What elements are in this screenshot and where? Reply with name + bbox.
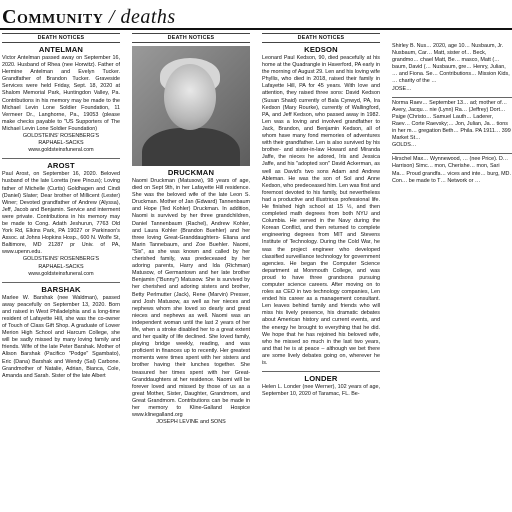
header-rule (0, 28, 512, 30)
section-title (2, 6, 176, 29)
notice-text-raevsky: Norma Raev… September 13… ad; mother of… Avery, Jacqu… nie (Lynn) Ra… (Jeffrey) Dort… Paige (Christo… Samuel Lauth… Laderer, Raev… Corte Raevsky;… Jon, Julian, Ja… tions in her m… gregation Beth… Phila. PA 1911… 399 Market St… (392, 99, 511, 142)
notice-body: Naomi Druckman (Matusow), 98 years of age, died on Sept 9th, in her Lafayette Hill residence. She was the beloved wife of the late Leon S. Druckman. Mother of Jan (Edward) Tannenbaum and Hope (Ted Kohler) Druckman. In addition, Naomi is survived by her three grandchildren, Daniel Tannenbaum (Rachel), Andrew Kohler, and Laura Kohler (Brandon Buehler) and her three loving Great-Granddaughters- Eliana and Marin Tannebaum, and Zoe Buehler. Naomi, "Sis", as she was known and called by her cherished family, was predeceased by her adoring parents, Harry and Ida (Richman) Matusow, of Germantown and her late brother Benjamin ("Bunny") Matusow. She is survived by her cherished and adoring sisters and brother, Betty Perlmutter (Jack), Rene (Marvin) Presser, and Josh Matusow, as well as her nieces and nephews whom she loved so dearly and great nieces and nephews as well. Naomi was an independent woman until the last 2 years of her life, when a stroke disabled her to a great extent and her quality of life declined. She loved family, playing bridge weekly, reading, and was proficient in finances up to recently. Her greatest moments were times spent with her sisters and brother having their lunches together. She treasured her times spent with her Great- Granddaughters at her residence. Naomi will be forever loved and missed by those of us as a great Mother, Sister, Daughter, Grandmom, and Great Grandmom. Contributions can be made in her memory to Kline-Galland Hospice (132, 178, 250, 411)
funeral-home-name: JOSEPH LEVINE and SONS (156, 419, 226, 426)
funeral-home-name: GOLDS… (392, 142, 417, 149)
funeral-home-name: RAPHAEL-SACKS (38, 140, 84, 147)
column-4 (392, 33, 512, 512)
notice-text-arost: Paul Arost, on September 16, 2020. Beloved husband of the late Loretta (nee Pincus); Loving father of Michelle (Curtis) Goldhagen and Cindi (Daniel) Slater; Dear brother of Millicent (Lester) Winer; Devoted grandfather of Andrew (Alyssa), Jeff, Jacob and Benjamin. Service and interment were private. Contributions in his memory may be made to Cong. Adath Jeshurun, 7763 Old York Rd, Elkins Park, PA 19027 or Parkinson's Assoc. at Johns Hopkins Hosp., 600 N. Wolfe St, Baltimore, MD 21287 pr Univ. of PA, www.upenn.edu. (2, 171, 120, 256)
column-1 (2, 33, 120, 512)
notice-text-kedson: Leonard Paul Kedson, 90, died peacefully at his home at the Quadrangle in Haverford, PA early in the morning of August 29. Len and his loving wife Phyllis, who died in 2018, raised their family in Lafayette Hill, PA for 45 years. With love and attention, they raised three sons: David Kedson (Susan Shaid) currently of Bala Cynwyd, PA, Ira Kedson (Mary Rourke), currently of Wallingford, PA, and Jeff Kedson, who passed away in 1982. Len was a loving and involved grandfather to Jack, Brandon, and Benjamin Kedson, all of whom have many fond memories of adventures with their grandfather. Len is also survived by his brother- and sister-in-law Howard and Miranda Jaffe, the nieces he adored, Iris and Jessica Jaffe, and his "adopted son" David Ackerman, as well as David's two sons Adam and Andrew Ableman. He was the son of Sol and Anne Kedson, who predeceased him. Len was first and foremost devoted to his family, but nevertheless had a productive and illustrious professional life. He finished high school at 15 ½, and then completed math degrees from both NYU and Columbia. He served in the Navy during the Korean Conflict, and then returned to complete engineering degrees from MIT and Stevens Institute of Technology. During the Cold War, he was the project engineer who developed classified surveillance technology for government agencies. He began the Computer Science department at Monmouth College, and was proud to have three grandsons pursuing computer science careers. After moving on to roles as CEO in two technology companies, Len ended his career as a management consultant. Len leaves behind family and friends who will miss his lively presence, his dramatic debates about American history and current events, and the energy he brought to everything that he did. We hope that he has rejoined his beloved wife, who he missed so much in the last two years, and that he is at peace – although we bet there are some lively debates going on, wherever he is. (262, 55, 380, 367)
funeral-home-name: GOLDSTEINS' ROSENBERG'S (22, 256, 100, 263)
notice-divider (2, 282, 120, 283)
notice-text-antelman: Victor Antelman passed away on September 16, 2020. Husband of Rhea (nee Horwitz). Father of Hermine Antelman and Evelyn Tucker. Grandfather of Brandon Tucker. Graveside Services were held Friday, Sept. 18, 2020 at Shalom Memorial Park, Huntingdon Valley, Pa. Contributions in his memory may be made to the Michael Levin Lone Soldier Foundation, 11 Vermeer Dr., Langhorne, Pa., 19053 (please make checks payable to "US Supporters of The Michael Levin Lone Soldier Foundation) (2, 55, 120, 132)
notice-text-druckman (132, 178, 250, 419)
notice-name-barshak: BARSHAK (41, 284, 81, 294)
hospice-url[interactable]: www.klinegalland.org (132, 412, 183, 419)
funeral-home-name: RAPHAEL-SACKS (38, 263, 84, 270)
notice-name-arost: AROST (47, 161, 75, 171)
funeral-home-url[interactable]: www.goldsteinsfuneral.com (28, 147, 94, 154)
notice-divider (392, 97, 512, 98)
notice-text-barshak: Marlee W. Barshak (nee Waldman), passed away peacefully on September 13, 2020. Born and raised in West Philadelphia and a long-time resident of Lafayette Hill, she was the co-owner of Touch of Class Gift Shop. A graduate of Lower Merion High School and Harcum College, she will be sadly missed by many loving family and friends. Wife of the late Peter Barshak. Mother of Alison Barshak (Pacifico "Podge" Sgambato), Eric (Dana) Barshak and Wendy (Sal) Carbone. Grandmother of Natalie, Adrian, Bianca, Cole, Amanda and Sarah. Sister of the late Albert (2, 294, 120, 379)
notice-name-londer: LONDER (304, 374, 338, 384)
notice-divider (262, 371, 380, 372)
funeral-home-url[interactable]: www.goldsteinsfuneral.com (28, 270, 94, 277)
notice-name-druckman: DRUCKMAN (167, 168, 215, 177)
column-3 (262, 33, 380, 512)
funeral-home-name: JOSE… (392, 85, 412, 92)
column-2 (132, 33, 250, 512)
notice-name-antelman: ANTELMAN (38, 45, 84, 54)
section-title-sub: / deaths (108, 6, 176, 28)
notice-name-kedson: KEDSON (304, 45, 338, 54)
page-header (0, 0, 512, 28)
death-notices-label: DEATH NOTICES (262, 33, 380, 43)
death-notices-label: DEATH NOTICES (2, 33, 120, 43)
notice-divider (392, 153, 512, 154)
death-notices-label: DEATH NOTICES (132, 33, 250, 43)
section-title-main: Community (2, 6, 104, 28)
portrait-photo (132, 46, 250, 166)
notice-text-londer: Helen L. Londer (nee Werner), 102 years of age, September 10, 2020 of Taramac, FL. Be- (262, 384, 380, 398)
notice-text-simon: Hirschel Max… Wynnewood, … (nee Price). D… Harrison) Simc… mon, Cherishe… mon, Sari Ma… Proud grandfa… vices and inte… burg, MD. Con… be made to T… Network or … (392, 156, 511, 184)
notice-divider (2, 158, 120, 159)
funeral-home-name: GOLDSTEINS' ROSENBERG'S (22, 133, 100, 140)
notice-text-nusbaum: Shirley B. Nus… 2020, age 10… Nusbaum, Jr. Nusbaum, Car… Matt, sister of… Beck, grandmo… chael Matt, Be… masco, Matt (… baum, David (… Nusbaum, gre… Henry, Julian, … and Fiona. Se… Contributions… Mission Kids, … charity of the … (392, 43, 510, 85)
